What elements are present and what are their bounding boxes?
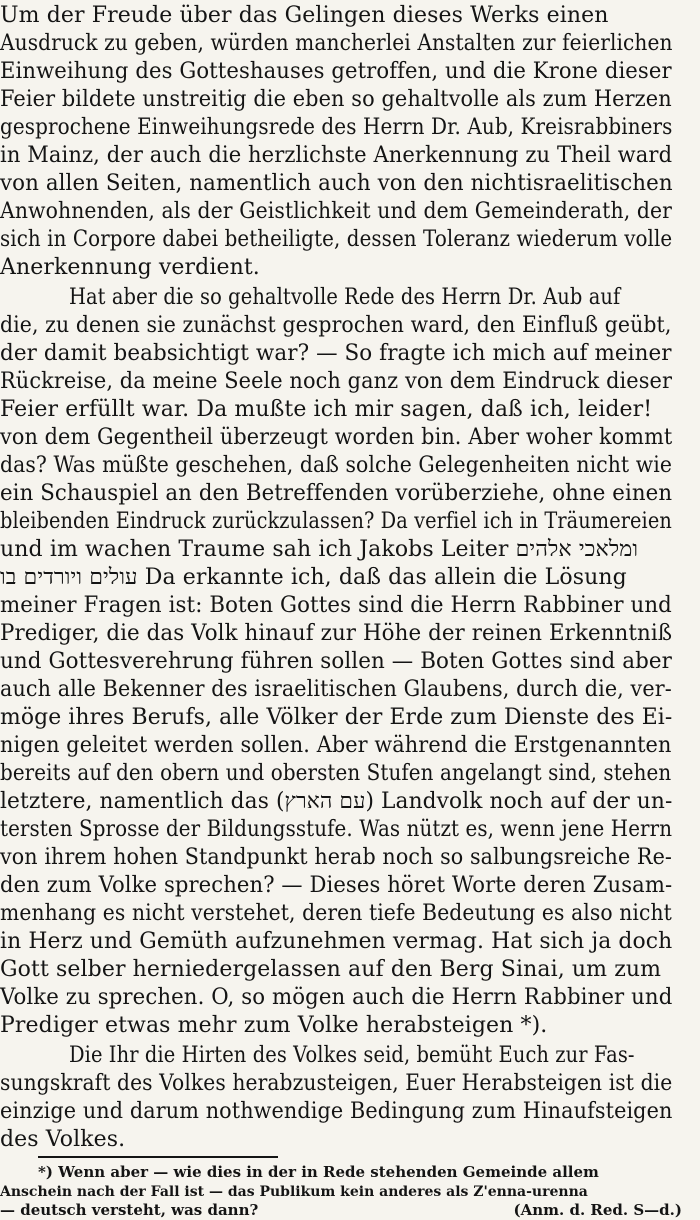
footnote-line: *) Wenn aber — wie dies in der in Rede stehenden Gemeinde allem [38, 1163, 599, 1181]
text-line: Volke zu sprechen. O, so mögen auch die Herrn Rabbiner und [0, 985, 673, 1010]
text-line: Hat aber die so gehaltvolle Rede des Herrn Dr. Aub auf [68, 285, 621, 310]
text-line: von ihrem hohen Standpunkt herab noch so salbungsreiche Re- [0, 845, 672, 870]
footnote-rule [38, 1156, 278, 1158]
text-line: auch alle Bekenner des israelitischen Glaubens, durch die, ver- [0, 677, 672, 702]
text-line: den zum Volke sprechen? — Dieses höret Worte deren Zusam- [0, 873, 673, 898]
text-line: עולים ויורדים בו Da erkannte ich, daß das allein die Lösung [0, 565, 627, 590]
text-line: Ausdruck zu geben, würden mancherlei Anstalten zur feierlichen [0, 31, 673, 56]
footnote-signature: (Anm. d. Red. S—d.) [513, 1201, 682, 1219]
text-line: das? Was müßte geschehen, daß solche Gelegenheiten nicht wie [0, 453, 673, 478]
text-line: bleibenden Eindruck zurückzulassen? Da verfiel ich in Träumereien [0, 509, 672, 534]
text-line: sungskraft des Volkes herabzusteigen, Euer Herabsteigen ist die [0, 1071, 673, 1096]
text-line: des Volkes. [0, 1127, 126, 1152]
text-line: Anerkennung verdient. [0, 255, 260, 280]
text-line: ein Schauspiel an den Betreffenden vorüberziehe, ohne einen [0, 481, 673, 506]
text-line: bereits auf den obern und obersten Stufen angelangt sind, stehen [0, 761, 672, 786]
text-line: sich in Corpore dabei betheiligte, dessen Toleranz wiederum volle [0, 227, 673, 252]
text-line: Anwohnenden, als der Geistlichkeit und dem Gemeinderath, der [0, 199, 673, 224]
text-line: meiner Fragen ist: Boten Gottes sind die Herrn Rabbiner und [0, 593, 672, 618]
text-line: möge ihres Berufs, alle Völker der Erde zum Dienste des Ei- [0, 705, 673, 730]
text-line: in Herz und Gemüth aufzunehmen vermag. Hat sich ja doch [0, 929, 673, 954]
text-line: die, zu denen sie zunächst gesprochen ward, den Einfluß geübt, [0, 313, 672, 338]
text-line: von dem Gegentheil überzeugt worden bin. Aber woher kommt [0, 425, 673, 450]
text-line: Rückreise, da meine Seele noch ganz von dem Eindruck dieser [0, 369, 673, 394]
text-line: Prediger etwas mehr zum Volke herabsteigen *). [0, 1013, 548, 1038]
footnote-line: Anschein nach der Fall ist — das Publikum kein anderes als Z'enna-urenna [0, 1184, 588, 1200]
text-line: Die Ihr die Hirten des Volkes seid, bemüht Euch zur Fas- [68, 1043, 635, 1068]
text-line: Einweihung des Gotteshauses getroffen, und die Krone dieser [0, 59, 672, 84]
text-line: Feier bildete unstreitig die eben so gehaltvolle als zum Herzen [0, 87, 672, 112]
text-line: und Gottesverehrung führen sollen — Boten Gottes sind aber [0, 649, 672, 674]
text-line: menhang es nicht verstehet, deren tiefe Bedeutung es also nicht [0, 901, 672, 926]
text-line: tersten Sprosse der Bildungsstufe. Was nützt es, wenn jene Herrn [0, 817, 673, 842]
text-line: Prediger, die das Volk hinauf zur Höhe der reinen Erkenntniß [0, 621, 673, 646]
footnote-line: — deutsch versteht, was dann? [0, 1201, 259, 1219]
text-line: von allen Seiten, namentlich auch von den nichtisraelitischen [0, 171, 673, 196]
text-line: nigen geleitet werden sollen. Aber während die Erstgenannten [0, 733, 672, 758]
text-line: Feier erfüllt war. Da mußte ich mir sagen, daß ich, leider! [0, 397, 653, 422]
text-line: Gott selber herniedergelassen auf den Berg Sinai, um zum [0, 957, 662, 982]
text-line: einzige und darum nothwendige Bedingung zum Hinaufsteigen [0, 1099, 673, 1124]
text-line: Um der Freude über das Gelingen dieses Werks einen [0, 3, 609, 28]
text-line: der damit beabsichtigt war? — So fragte ich mich auf meiner [0, 341, 672, 366]
text-line: und im wachen Traume sah ich Jakobs Leiter ומלאכי אלהים [0, 537, 639, 562]
text-line: letztere, namentlich das (עם הארץ) Landvolk noch auf der un- [0, 789, 673, 814]
text-line: gesprochene Einweihungsrede des Herrn Dr. Aub, Kreisrabbiners [0, 115, 673, 140]
text-line: in Mainz, der auch die herzlichste Anerkennung zu Theil ward [0, 143, 673, 168]
